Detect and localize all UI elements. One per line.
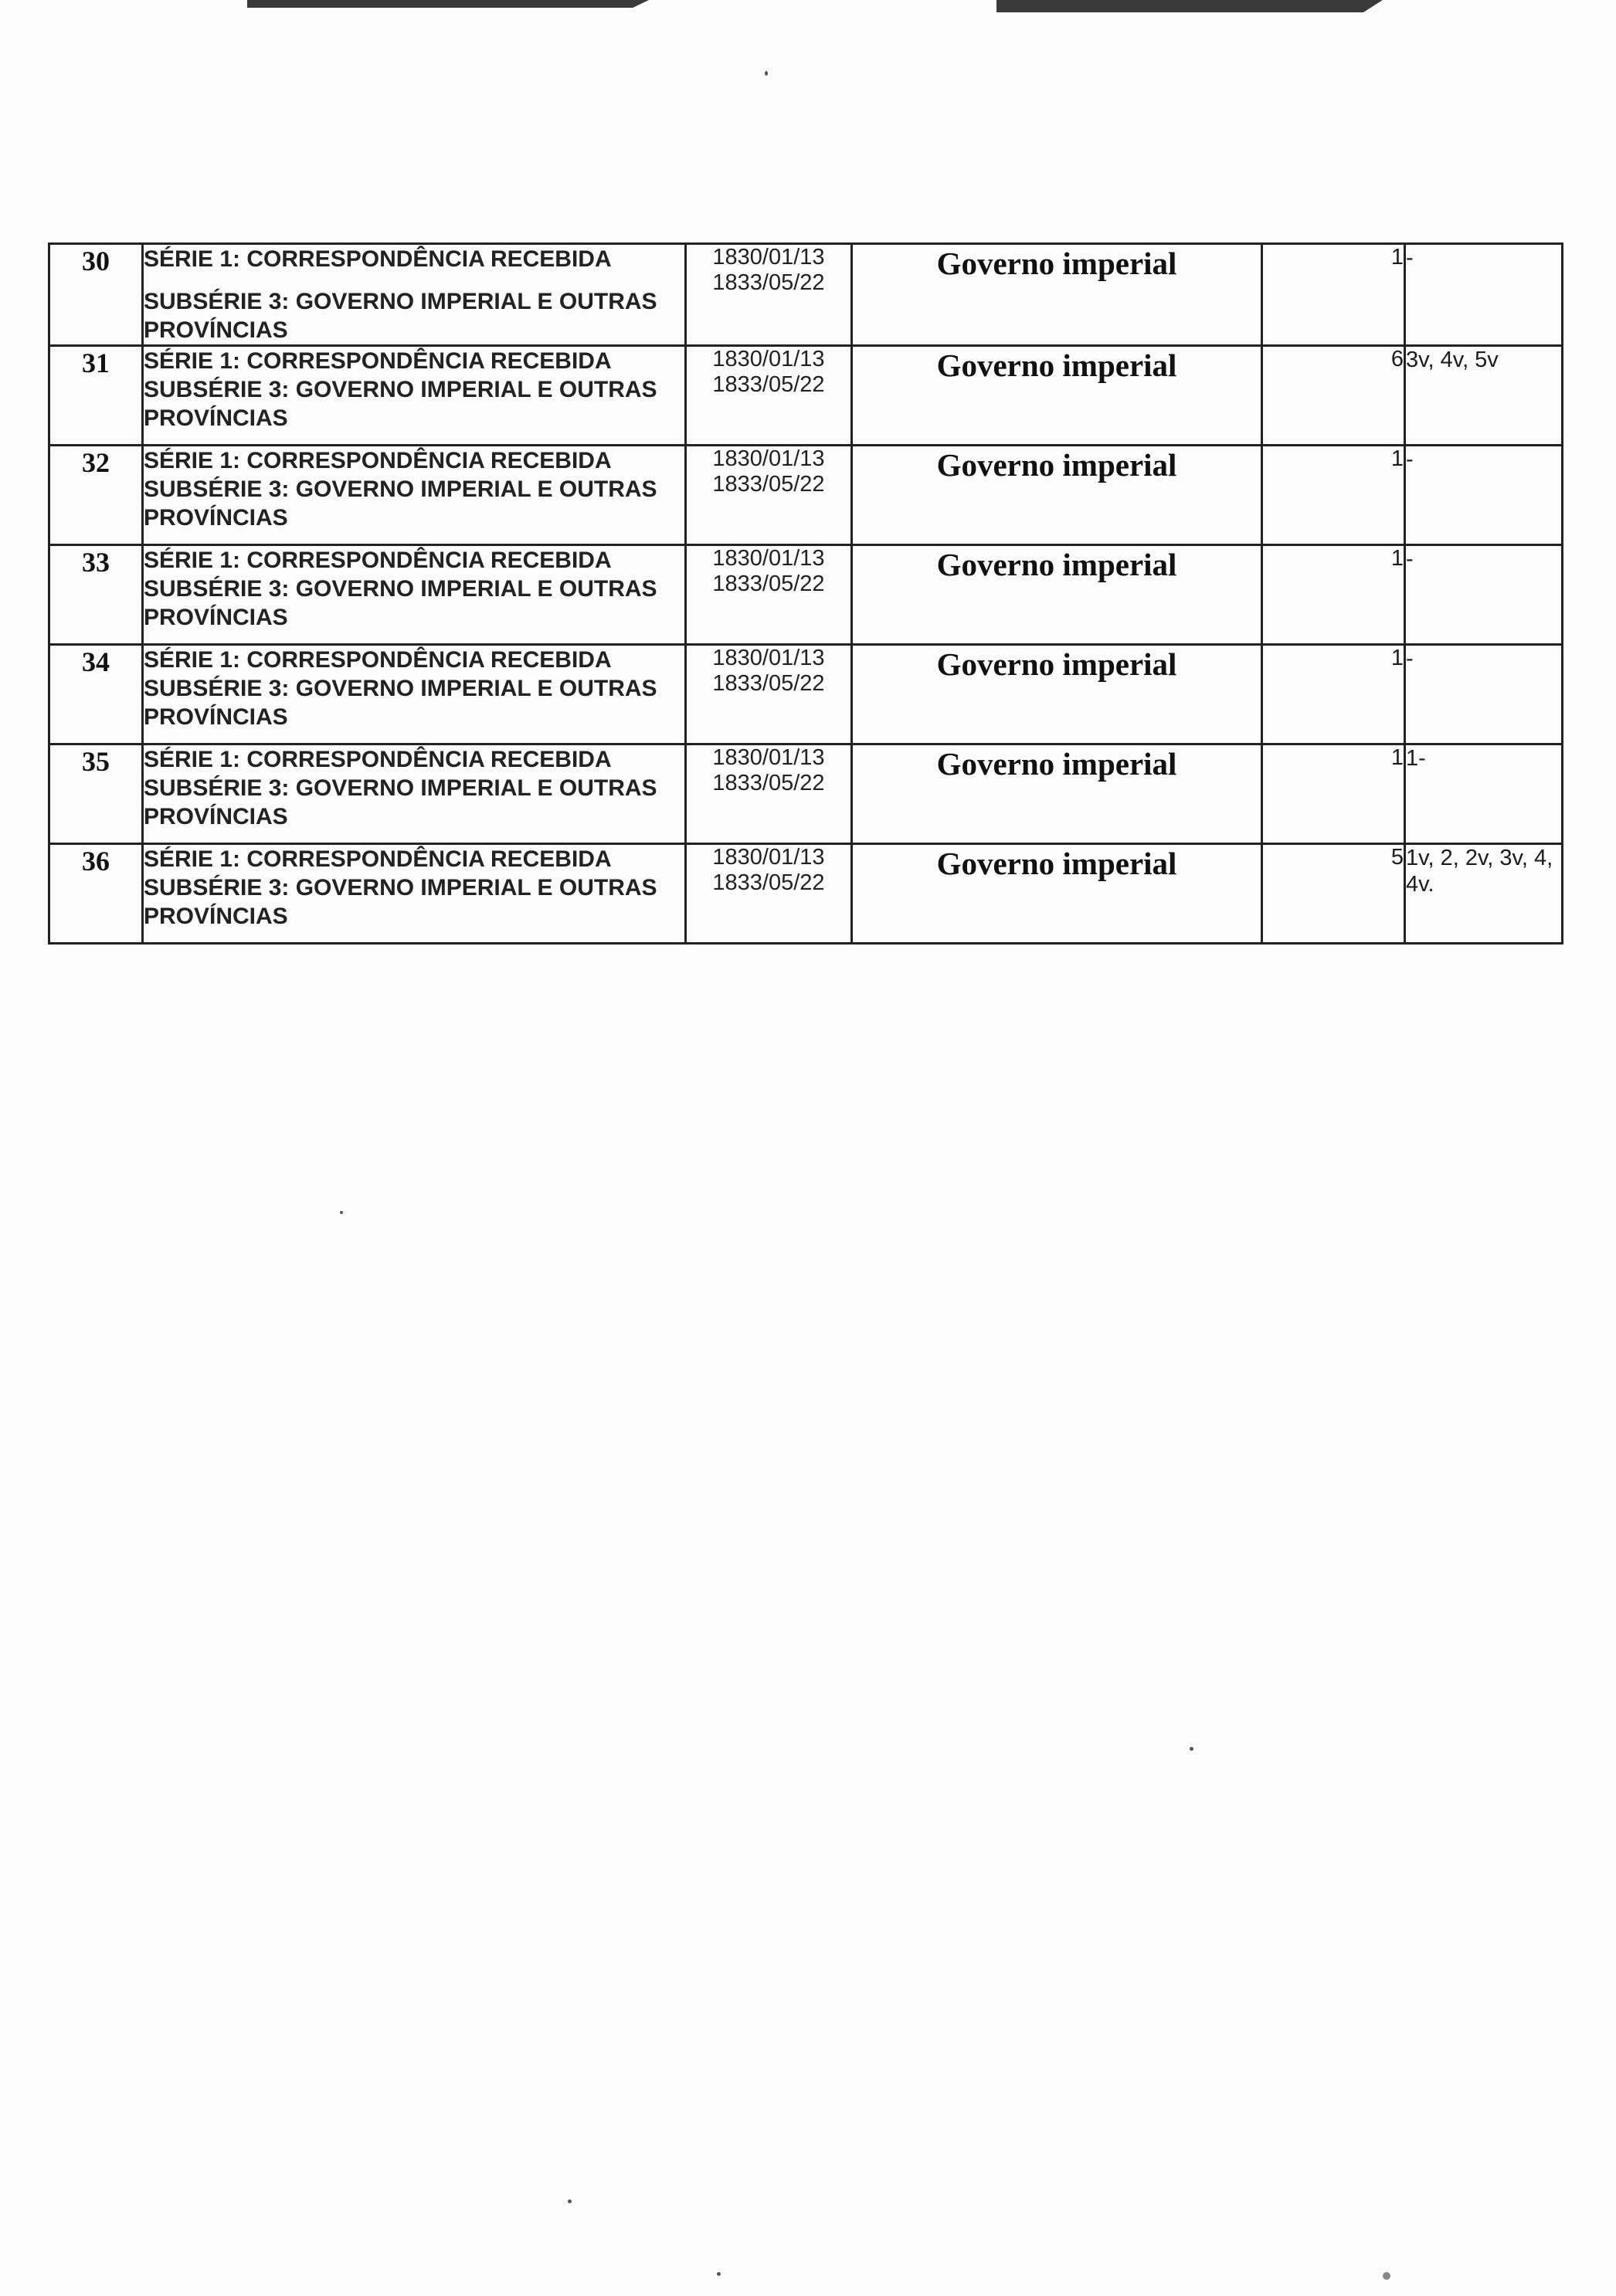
quantity: 6 (1262, 346, 1405, 446)
quantity: 1 (1262, 545, 1405, 645)
quantity: 1 (1262, 645, 1405, 744)
quantity: 1 (1262, 744, 1405, 844)
scan-speck (568, 2199, 572, 2203)
scan-speck (1383, 2272, 1390, 2280)
entity: Governo imperial (852, 446, 1262, 545)
date-start: 1830/01/13 (712, 347, 825, 371)
folios: - (1405, 446, 1563, 545)
entity: Governo imperial (852, 744, 1262, 844)
table-row (49, 645, 1563, 744)
folios: - (1405, 645, 1563, 744)
item-number: 32 (49, 446, 143, 545)
table-row (49, 744, 1563, 844)
date-start: 1830/01/13 (712, 646, 825, 670)
entity: Governo imperial (852, 346, 1262, 446)
entity: Governo imperial (852, 844, 1262, 944)
date-start: 1830/01/13 (712, 446, 825, 471)
subserie-label: SUBSÉRIE 3: GOVERNO IMPERIAL E OUTRAS PROVÍNCIAS (144, 289, 657, 343)
entity: Governo imperial (852, 545, 1262, 645)
date-end: 1833/05/22 (712, 472, 825, 497)
date-end: 1833/05/22 (712, 870, 825, 895)
serie-label: SÉRIE 1: CORRESPONDÊNCIA RECEBIDA (144, 246, 612, 272)
item-description (143, 446, 686, 545)
date-range (686, 244, 852, 346)
date-range (686, 844, 852, 944)
date-end: 1833/05/22 (712, 671, 825, 696)
date-range (686, 446, 852, 545)
date-range (686, 346, 852, 446)
date-end: 1833/05/22 (712, 270, 825, 295)
date-range (686, 545, 852, 645)
quantity: 1 (1262, 244, 1405, 346)
date-end: 1833/05/22 (712, 571, 825, 596)
table-row (49, 346, 1563, 446)
date-start: 1830/01/13 (712, 245, 825, 270)
folios: - (1405, 545, 1563, 645)
date-end: 1833/05/22 (712, 372, 825, 397)
inventory-table (48, 242, 1563, 945)
serie-label: SÉRIE 1: CORRESPONDÊNCIA RECEBIDA (144, 846, 612, 872)
table-row (49, 446, 1563, 545)
item-number: 36 (49, 844, 143, 944)
item-description (143, 346, 686, 446)
date-range (686, 645, 852, 744)
item-number: 33 (49, 545, 143, 645)
subserie-label: SUBSÉRIE 3: GOVERNO IMPERIAL E OUTRAS PROVÍNCIAS (144, 775, 657, 829)
item-number: 31 (49, 346, 143, 446)
entity: Governo imperial (852, 645, 1262, 744)
subserie-label: SUBSÉRIE 3: GOVERNO IMPERIAL E OUTRAS PROVÍNCIAS (144, 476, 657, 531)
serie-label: SÉRIE 1: CORRESPONDÊNCIA RECEBIDA (144, 448, 612, 473)
date-start: 1830/01/13 (712, 745, 825, 770)
subserie-label: SUBSÉRIE 3: GOVERNO IMPERIAL E OUTRAS PROVÍNCIAS (144, 676, 657, 730)
subserie-label: SUBSÉRIE 3: GOVERNO IMPERIAL E OUTRAS PROVÍNCIAS (144, 576, 657, 630)
serie-label: SÉRIE 1: CORRESPONDÊNCIA RECEBIDA (144, 647, 612, 673)
date-start: 1830/01/13 (712, 546, 825, 571)
item-description (143, 844, 686, 944)
table-row (49, 545, 1563, 645)
scan-edge-left (247, 0, 649, 8)
item-description (143, 744, 686, 844)
item-description (143, 645, 686, 744)
item-description (143, 545, 686, 645)
table-row (49, 844, 1563, 944)
date-range (686, 744, 852, 844)
item-number: 34 (49, 645, 143, 744)
folios: 1- (1405, 744, 1563, 844)
scan-edge-right (996, 0, 1383, 12)
folios: 1v, 2, 2v, 3v, 4, 4v. (1405, 844, 1563, 944)
folios: 3v, 4v, 5v (1405, 346, 1563, 446)
scan-speck (340, 1211, 343, 1214)
item-number: 30 (49, 244, 143, 346)
scan-speck (717, 2272, 721, 2276)
item-number: 35 (49, 744, 143, 844)
date-start: 1830/01/13 (712, 845, 825, 870)
scan-speck (765, 71, 768, 76)
subserie-label: SUBSÉRIE 3: GOVERNO IMPERIAL E OUTRAS PROVÍNCIAS (144, 377, 657, 431)
date-end: 1833/05/22 (712, 771, 825, 795)
quantity: 1 (1262, 446, 1405, 545)
table-row (49, 244, 1563, 346)
subserie-label: SUBSÉRIE 3: GOVERNO IMPERIAL E OUTRAS PROVÍNCIAS (144, 875, 657, 929)
item-description (143, 244, 686, 346)
folios: - (1405, 244, 1563, 346)
entity: Governo imperial (852, 244, 1262, 346)
serie-label: SÉRIE 1: CORRESPONDÊNCIA RECEBIDA (144, 348, 612, 374)
scan-speck (1190, 1747, 1193, 1751)
serie-label: SÉRIE 1: CORRESPONDÊNCIA RECEBIDA (144, 747, 612, 772)
quantity: 5 (1262, 844, 1405, 944)
serie-label: SÉRIE 1: CORRESPONDÊNCIA RECEBIDA (144, 548, 612, 573)
